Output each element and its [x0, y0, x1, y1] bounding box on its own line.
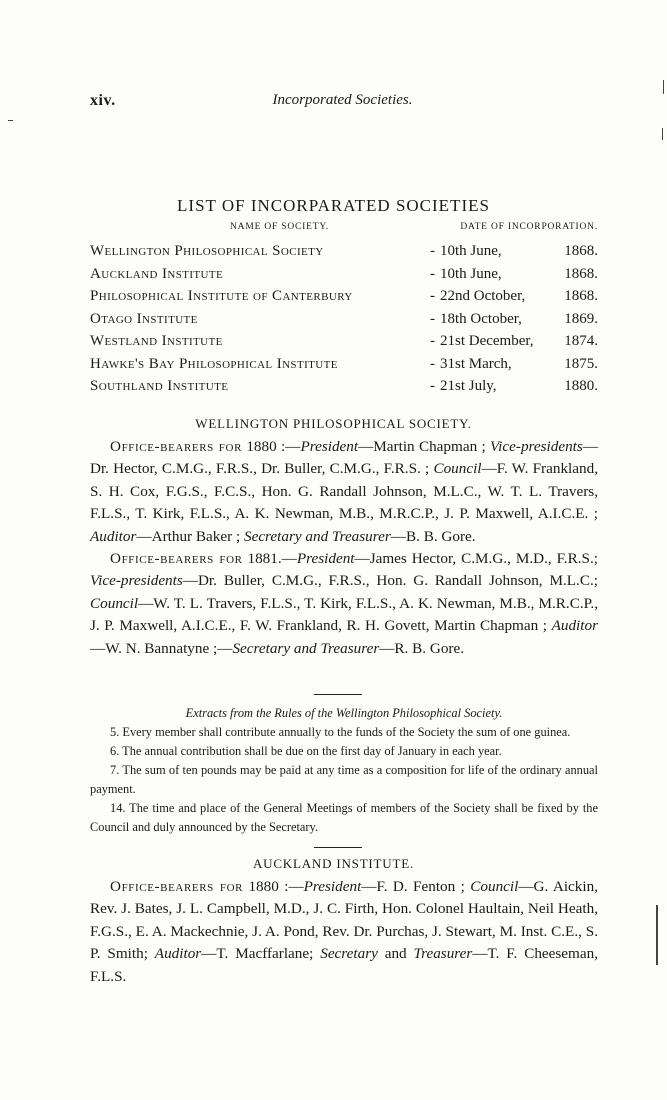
society-name: Hawke's Bay Philosophical Institute [90, 355, 338, 372]
society-row [90, 330, 598, 353]
society-name: Otago Institute [90, 310, 198, 327]
leader-dash: - [430, 243, 435, 259]
society-row [90, 263, 598, 286]
leader-dash: - [430, 355, 435, 372]
rule-7: 7. The sum of ten pounds may be paid at any time as a composition for life of the ordinary annual payment. [90, 763, 598, 796]
society-row [90, 308, 598, 331]
incorporation-date: 18th October, [440, 310, 522, 327]
auckland-office-bearers [90, 876, 598, 988]
incorporation-date: 21st December, [440, 333, 534, 349]
column-heading-date: DATE OF INCORPORATION. [460, 222, 598, 232]
incorporation-date: 10th June, [440, 243, 502, 259]
society-row [90, 375, 598, 398]
society-name: Westland Institute [90, 333, 223, 349]
rule-5: 5. Every member shall contribute annually to the funds of the Society the sum of one guinea. [110, 725, 571, 739]
incorporation-date: 21st July, [440, 378, 497, 394]
scan-mark [663, 80, 664, 94]
extracts-caption: Extracts from the Rules of the Wellington Philosophical Society. [185, 706, 503, 720]
wellington-office-bearers [90, 436, 598, 660]
wellington-heading: WELLINGTON PHILOSOPHICAL SOCIETY. [195, 416, 472, 431]
incorporation-year: 1875. [564, 355, 598, 372]
rule-14: 14. The time and place of the General Meetings of members of the Society shall be fixed by the Council and duly announced by the Secretary. [90, 801, 598, 834]
incorporation-year: 1880. [564, 378, 598, 394]
incorporation-year: 1868. [564, 265, 598, 282]
auckland-heading: AUCKLAND INSTITUTE. [252, 856, 415, 871]
page-number: xiv. [90, 92, 116, 109]
leader-dash: - [430, 333, 435, 349]
incorporation-year: 1868. [564, 243, 598, 259]
column-heading-name: NAME OF SOCIETY. [230, 222, 329, 232]
scan-mark [662, 128, 663, 140]
incorporation-year: 1868. [564, 288, 598, 304]
incorporation-date: 22nd October, [440, 288, 526, 304]
incorporation-year: 1869. [564, 310, 598, 327]
running-header [90, 92, 595, 114]
society-name: Auckland Institute [90, 265, 224, 282]
leader-dash: - [430, 378, 435, 394]
wellington-1881-paragraph: Office-bearers for 1881.—President—James Hector, C.M.G., M.D., F.R.S.; Vice-presidents—Dr. Buller, C.M.G., F.R.S., Hon. G. Randall Johnson, M.L.C.; Council—W. T. L. Travers, F.L.S., T. Kirk, F.L.S., A. K. Newman, M.B., M.R.C.P., J. P. Maxwell, A.I.C.E., F. W. Frankland, R. H. Govett, Martin Chapman ; Auditor—W. N. Bannatyne ;—Secretary and Treasurer—R. B. Gore. [90, 550, 598, 657]
section-divider [314, 847, 362, 848]
incorporation-date: 10th June, [440, 265, 502, 282]
incorporation-year: 1874. [564, 333, 598, 349]
society-name: Philosophical Institute of Canterbury [90, 288, 353, 304]
list-title: LIST OF INCORPARATED SOCIETIES [177, 196, 490, 215]
running-title: Incorporated Societies. [272, 92, 413, 108]
society-name: Southland Institute [90, 378, 229, 394]
societies-table [90, 240, 598, 398]
section-divider [314, 694, 362, 695]
society-row [90, 353, 598, 376]
society-row [90, 285, 598, 308]
auckland-1880-paragraph: Office-bearers for 1880 :—President—F. D. Fenton ; Council—G. Aickin, Rev. J. Bates, J. L. Campbell, M.D., J. C. Firth, Hon. Colonel Haultain, Neil Heath, F.G.S., E. A. Mackechnie, J. A. Pond, Rev. Dr. Purchas, J. Stewart, M. Inst. C.E., S. P. Smith; Auditor—T. Macffarlane; Secretary and Treasurer—T. F. Cheeseman, F.L.S. [90, 878, 598, 985]
society-row [90, 240, 598, 263]
leader-dash: - [430, 288, 435, 304]
leader-dash: - [430, 310, 435, 327]
incorporation-date: 31st March, [440, 355, 512, 372]
scan-mark [8, 120, 13, 121]
scan-mark [656, 905, 658, 965]
leader-dash: - [430, 265, 435, 282]
wellington-rules-extract [90, 704, 598, 837]
wellington-1880-paragraph: Office-bearers for 1880 :—President—Martin Chapman ; Vice-presidents—Dr. Hector, C.M.G., F.R.S., Dr. Buller, C.M.G., F.R.S. ; Council—F. W. Frankland, S. H. Cox, F.G.S., F.C.S., Hon. G. Randall Johnson, M.L.C., W. T. L. Travers, F.L.S., T. Kirk, F.L.S., A. K. Newman, M.B., M.R.C.P., J. P. Maxwell, A.I.C.E. ; Auditor—Arthur Baker ; Secretary and Treasurer—B. B. Gore. [90, 438, 598, 545]
society-name: Wellington Philosophical Society [90, 243, 324, 259]
rule-6: 6. The annual contribution shall be due on the first day of January in each year. [110, 744, 502, 758]
